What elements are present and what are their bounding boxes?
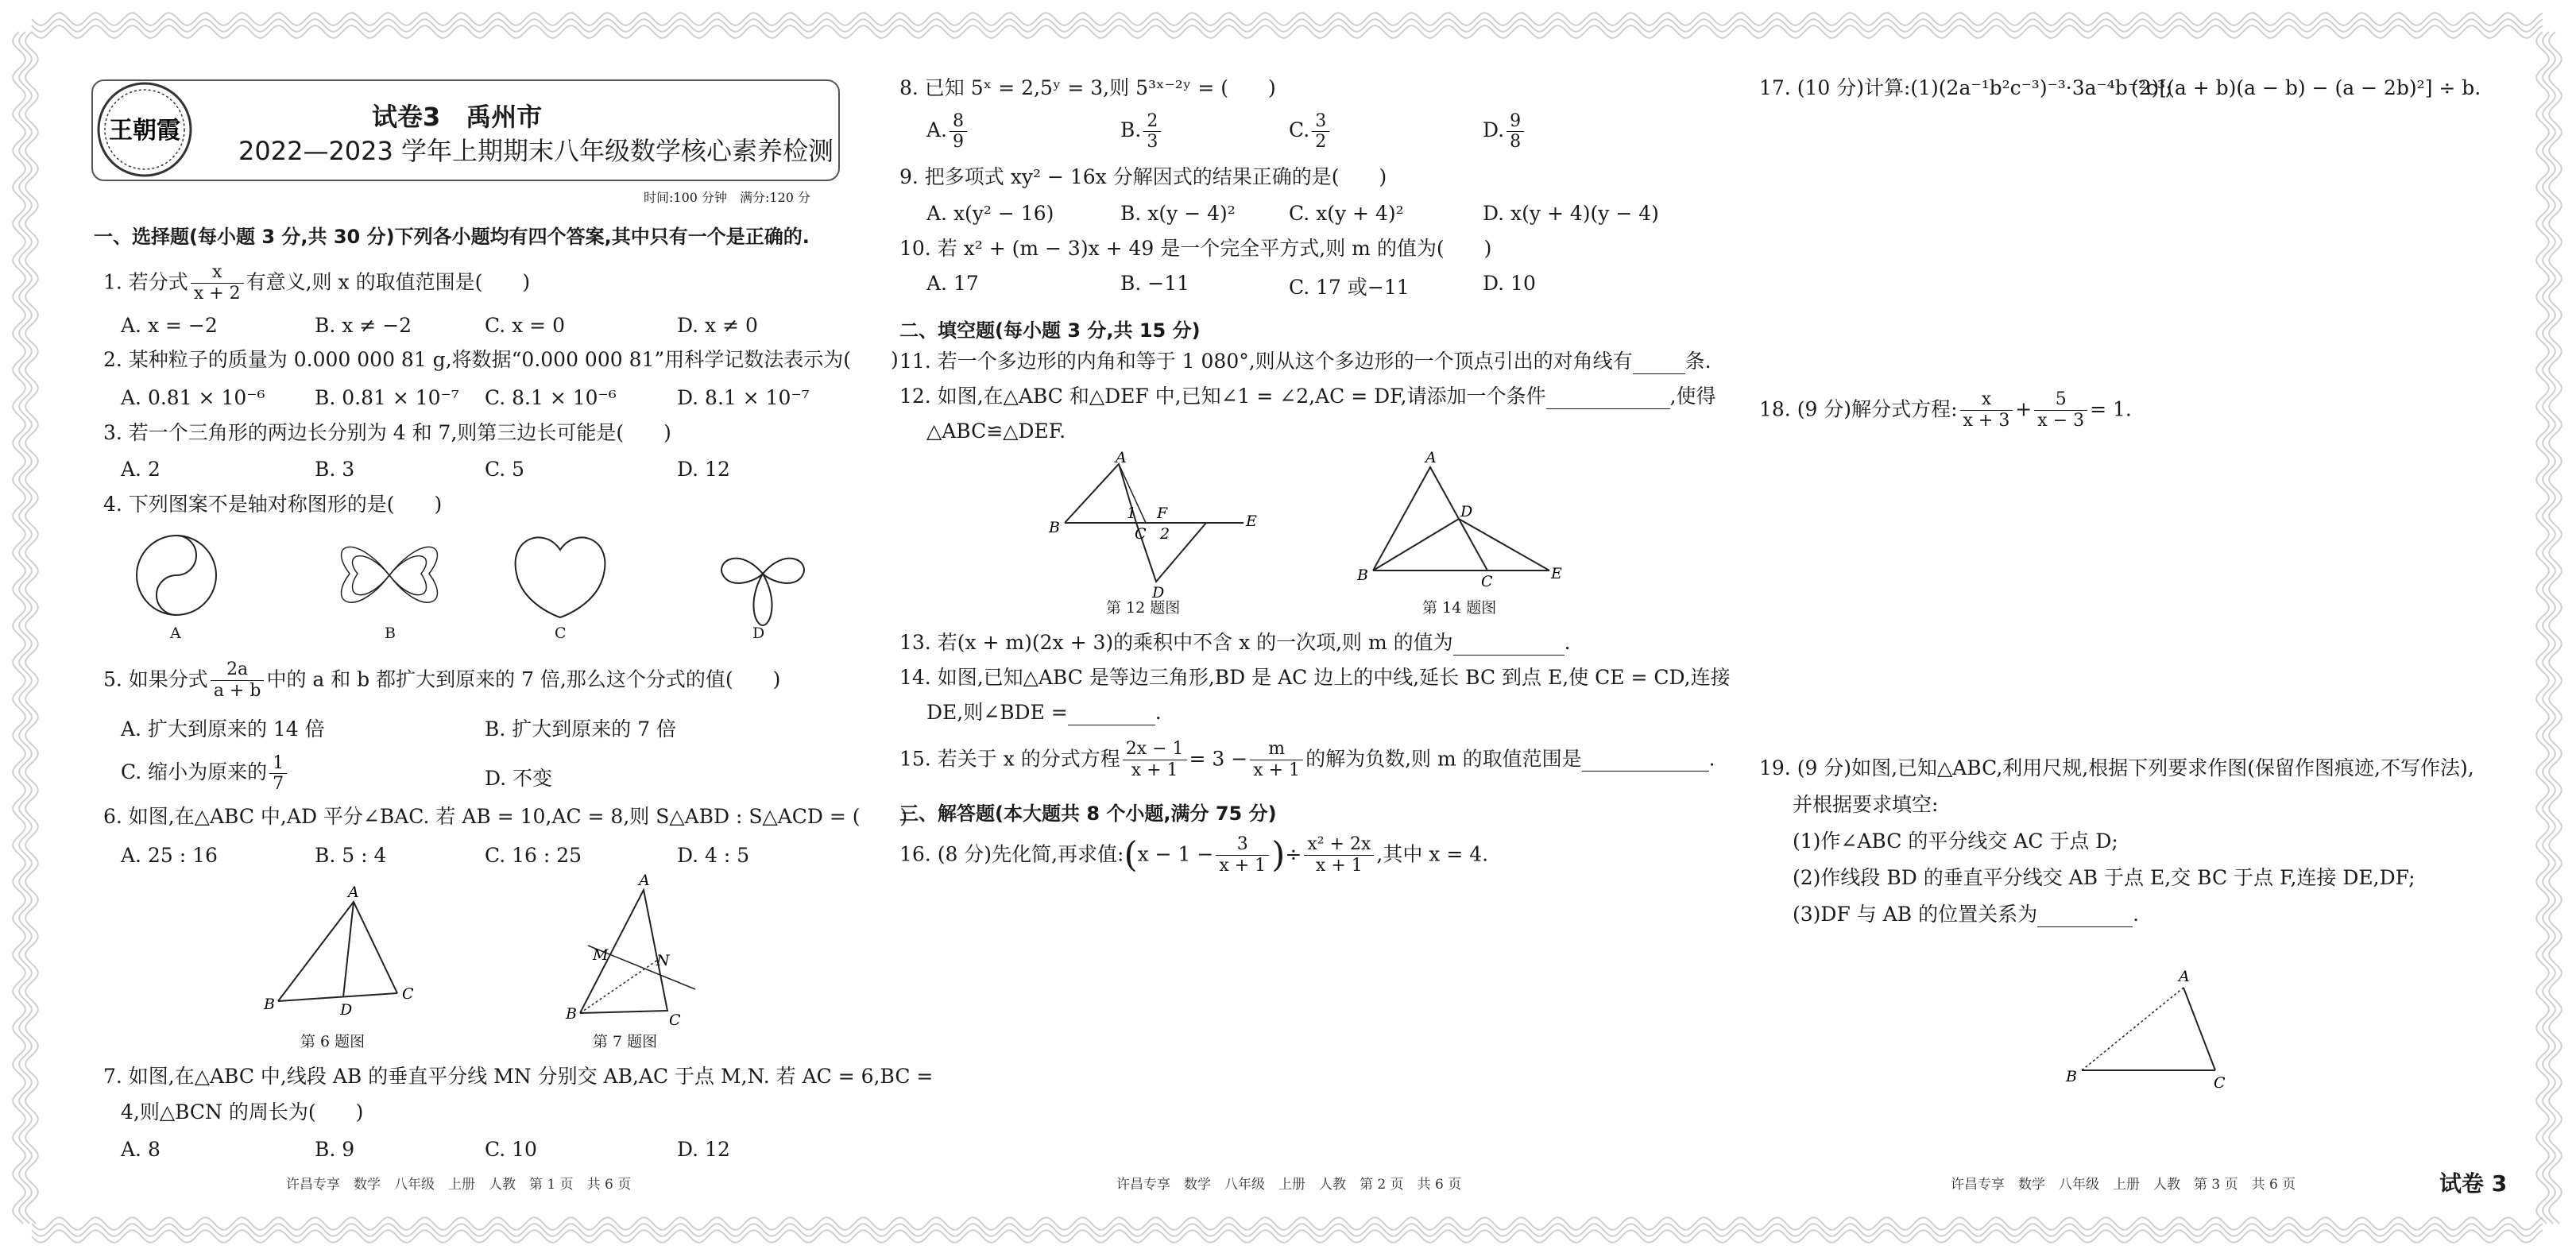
fig12-label-b: B	[1049, 519, 1060, 536]
question-14-line-1: 14. 如图,已知△ABC 是等边三角形,BD 是 AC 边上的中线,延长 BC 到点 E,使 CE = CD,连接	[899, 666, 1731, 689]
question-8: 8. 已知 5ˣ = 2,5ʸ = 3,则 5³ˣ⁻²ʸ = ( )	[899, 76, 1276, 99]
q4-label-b[interactable]: B	[385, 625, 396, 642]
fig12-label-c: C	[1135, 525, 1147, 543]
q1-option-d[interactable]: D. x ≠ 0	[677, 314, 758, 337]
q3-option-b[interactable]: B. 3	[315, 458, 355, 481]
fig19-label-a: A	[2179, 968, 2190, 985]
q9-option-d[interactable]: D. x(y + 4)(y − 4)	[1483, 202, 1659, 225]
q15-suffix: 的解为负数,则 m 的取值范围是	[1305, 747, 1582, 771]
q5-option-b[interactable]: B. 扩大到原来的 7 倍	[485, 717, 677, 741]
q5-prefix: 5. 如果分式	[103, 667, 208, 691]
q18-fraction-1	[1960, 389, 2013, 432]
q5-suffix: 中的 a 和 b 都扩大到原来的 7 倍,那么这个分式的值( )	[266, 667, 781, 691]
question-19-step-1: (1)作∠ABC 的平分线交 AC 于点 D;	[1793, 830, 2118, 853]
question-7-line-2: 4,则△BCN 的周长为( )	[121, 1100, 364, 1124]
fig12-label-2: 2	[1160, 525, 1170, 543]
fig14-label-e: E	[1551, 565, 1562, 582]
section3-heading: 三、解答题(本大题共 8 个小题,满分 75 分)	[899, 803, 1277, 825]
fig19-label-b: B	[2066, 1068, 2077, 1085]
q9-option-b[interactable]: B. x(y − 4)²	[1120, 202, 1236, 225]
q2-option-d[interactable]: D. 8.1 × 10⁻⁷	[677, 386, 810, 409]
page-1-footer: 许昌专享 数学 八年级 上册 人教 第 1 页 共 6 页	[286, 1177, 632, 1193]
question-10: 10. 若 x² + (m − 3)x + 49 是一个完全平方式,则 m 的值为( )	[899, 237, 1492, 260]
fig7-label-n: N	[656, 952, 670, 969]
question-16: 16. (8 分)先化简,再求值:(x − 1 − $\frac{3}{x + 1}$ )÷ $\frac{\text{x² + 2x}}{x + 1}$ ,其中 x = 4.	[899, 834, 1489, 876]
q2-option-b[interactable]: B. 0.81 × 10⁻⁷	[315, 386, 459, 409]
q19-suffix: .	[2133, 903, 2140, 926]
q6-option-a[interactable]: A. 25 : 16	[121, 844, 218, 867]
q5-option-a[interactable]: A. 扩大到原来的 14 倍	[121, 717, 325, 741]
section1-heading: 一、选择题(每小题 3 分,共 30 分)下列各小题均有四个答案,其中只有一个是正确的.	[94, 226, 810, 248]
exam-subtitle: 2022—2023 学年上期期末八年级数学核心素养检测	[238, 136, 834, 166]
q8-b-num: 2	[1143, 111, 1161, 132]
q5-c-den: 7	[273, 774, 284, 794]
q18-fraction-2	[2034, 389, 2087, 432]
exam-title: 试卷3 禹州市	[372, 102, 543, 132]
q5-option-d[interactable]: D. 不变	[485, 767, 553, 790]
q18-den2: x − 3	[2037, 411, 2085, 431]
q12-text: 12. 如图,在△ABC 和△DEF 中,已知∠1 = ∠2,AC = DF,请添加一个条件	[899, 385, 1546, 408]
q6-option-c[interactable]: C. 16 : 25	[485, 844, 582, 867]
q13-text: 13. 若(x + m)(2x + 3)的乘积中不含 x 的一次项,则 m 的值为	[899, 631, 1453, 654]
q19-step-3-text: (3)DF 与 AB 的位置关系为	[1793, 903, 2038, 926]
q1-suffix: 有意义,则 x 的取值范围是( )	[246, 270, 531, 294]
time-score-info: 时间:100 分钟 满分:120 分	[644, 190, 811, 205]
fig12-label-d: D	[1152, 584, 1165, 601]
q4-label-d[interactable]: D	[752, 625, 765, 642]
fig6-label-c: C	[402, 985, 414, 1003]
q5-den: a + b	[213, 681, 261, 702]
q2-option-a[interactable]: A. 0.81 × 10⁻⁶	[121, 386, 265, 409]
q10-option-b[interactable]: B. −11	[1120, 272, 1190, 295]
q1-num: x	[191, 262, 244, 284]
q12-suffix: ,使得	[1669, 385, 1716, 408]
q1-option-a[interactable]: A. x = −2	[121, 314, 218, 337]
fig12-label-a: A	[1116, 449, 1127, 466]
figure-q19	[2058, 965, 2233, 1096]
fig14-label-d: D	[1460, 503, 1473, 520]
q2-option-c[interactable]: C. 8.1 × 10⁻⁶	[485, 386, 617, 409]
q3-option-c[interactable]: C. 5	[485, 458, 525, 481]
q10-option-c[interactable]: C. 17 或−11	[1289, 276, 1410, 299]
q15-end: .	[1708, 747, 1715, 771]
q19-answer-blank[interactable]	[2037, 903, 2133, 927]
question-19-line-2: 并根据要求填空:	[1793, 793, 1939, 816]
q18-suffix: = 1.	[2090, 397, 2132, 421]
fig6-caption: 第 6 题图	[300, 1033, 366, 1050]
q11-text: 11. 若一个多边形的内角和等于 1 080°,则从这个多边形的一个顶点引出的对角线有	[899, 350, 1633, 373]
q7-option-a[interactable]: A. 8	[121, 1138, 161, 1161]
question-19-line-1: 19. (9 分)如图,已知△ABC,利用尺规,根据下列要求作图(保留作图痕迹,不写作法),	[1759, 756, 2474, 779]
q10-option-a[interactable]: A. 17	[926, 272, 979, 295]
q18-den1: x + 3	[1963, 411, 2010, 431]
question-4: 4. 下列图案不是轴对称图形的是( )	[103, 493, 443, 516]
q6-option-d[interactable]: D. 4 : 5	[677, 844, 750, 867]
question-2: 2. 某种粒子的质量为 0.000 000 81 g,将数据“0.000 000 81”用科学记数法表示为( )	[103, 348, 899, 371]
q15-middle: = 3 −	[1189, 747, 1248, 771]
q8-d-num: 9	[1507, 111, 1524, 132]
q16-num2: x² + 2x	[1304, 834, 1374, 856]
q8-a-label: A.	[926, 118, 948, 141]
question-12-line-2: △ABC≌△DEF.	[926, 420, 1066, 443]
q16-num1: 3	[1216, 834, 1269, 856]
fig14-caption: 第 14 题图	[1422, 599, 1497, 617]
fig12-label-1: 1	[1127, 505, 1137, 522]
q8-c-den: 2	[1315, 132, 1327, 152]
q4-label-a[interactable]: A	[170, 625, 181, 642]
q10-option-d[interactable]: D. 10	[1483, 272, 1536, 295]
page-2-footer: 许昌专享 数学 八年级 上册 人教 第 2 页 共 6 页	[1116, 1177, 1462, 1193]
fig7-label-m: M	[593, 946, 609, 964]
fig19-side-ac	[2183, 988, 2215, 1070]
question-19-step-3	[1793, 903, 2139, 927]
q15-den2: x + 1	[1253, 760, 1301, 781]
q3-option-a[interactable]: A. 2	[121, 458, 161, 481]
q18-plus: +	[2015, 397, 2033, 421]
fig19-side-ab	[2082, 988, 2183, 1070]
q8-a-num: 8	[950, 111, 967, 132]
q18-prefix: 18. (9 分)解分式方程:	[1759, 397, 1958, 421]
q3-option-d[interactable]: D. 12	[677, 458, 730, 481]
question-17-part-1: 17. (10 分)计算:(1)(2a⁻¹b²c⁻³)⁻³·3a⁻⁴b⁻²c³;	[1759, 76, 2172, 99]
q1-prefix: 1. 若分式	[103, 270, 188, 294]
fig19-label-c: C	[2214, 1074, 2226, 1092]
q7-option-c[interactable]: C. 10	[485, 1138, 537, 1161]
q16-prefix: 16. (8 分)先化简,再求值:	[899, 842, 1124, 866]
q8-a-den: 9	[953, 132, 965, 152]
q16-divide: ÷	[1285, 842, 1302, 866]
fig14-label-b: B	[1357, 567, 1368, 584]
q16-term: x − 1 −	[1137, 842, 1214, 866]
q16-den1: x + 1	[1219, 856, 1267, 876]
q8-b-label: B.	[1120, 118, 1142, 141]
q9-option-a[interactable]: A. x(y² − 16)	[926, 202, 1054, 225]
fig12-caption: 第 12 题图	[1106, 599, 1181, 617]
logo-text: 王朝霞	[109, 117, 180, 145]
q14-suffix: .	[1155, 701, 1162, 724]
fig14-label-a: A	[1425, 449, 1437, 466]
q9-option-c[interactable]: C. x(y + 4)²	[1289, 202, 1404, 225]
fig7-label-c: C	[669, 1011, 681, 1029]
q6-option-b[interactable]: B. 5 : 4	[315, 844, 387, 867]
q8-b-den: 3	[1147, 132, 1158, 152]
q8-c-num: 3	[1312, 111, 1329, 132]
question-9: 9. 把多项式 xy² − 16x 分解因式的结果正确的是( )	[899, 165, 1387, 188]
exam-badge: 试卷 3	[2439, 1170, 2508, 1197]
q15-prefix: 15. 若关于 x 的分式方程	[899, 747, 1120, 771]
q8-d-label: D.	[1483, 118, 1505, 141]
question-19-step-2: (2)作线段 BD 的垂直平分线交 AB 于点 E,交 BC 于点 F,连接 DE,DF;	[1793, 866, 2415, 889]
q16-den2: x + 1	[1315, 856, 1363, 876]
question-18	[1759, 389, 2132, 432]
q8-c-label: C.	[1289, 118, 1310, 141]
fig6-label-a: A	[348, 884, 359, 901]
fig12-label-f: F	[1157, 505, 1168, 522]
q4-label-c[interactable]: C	[555, 625, 567, 642]
fig7-caption: 第 7 题图	[593, 1033, 658, 1050]
fig6-label-d: D	[340, 1001, 353, 1019]
question-17-part-2: (2)[(a + b)(a − b) − (a − 2b)²] ÷ b.	[2131, 76, 2481, 99]
q7-option-b[interactable]: B. 9	[315, 1138, 355, 1161]
q5-option-c-label: C. 缩小为原来的	[121, 760, 268, 783]
fig14-label-c: C	[1481, 573, 1493, 590]
q18-num2: 5	[2034, 389, 2087, 411]
q16-suffix: ,其中 x = 4.	[1376, 842, 1489, 866]
fig7-label-a: A	[639, 872, 650, 889]
q11-suffix: 条.	[1684, 350, 1712, 373]
question-6: 6. 如图,在△ABC 中,AD 平分∠BAC. 若 AB = 10,AC = 8,则 S△ABD : S△ACD = ( )	[103, 805, 908, 828]
fig12-label-e: E	[1246, 512, 1257, 530]
fig6-label-b: B	[264, 996, 275, 1013]
q15-den1: x + 1	[1131, 760, 1178, 781]
page-3-footer: 许昌专享 数学 八年级 上册 人教 第 3 页 共 6 页	[1951, 1177, 2296, 1193]
q1-option-c[interactable]: C. x = 0	[485, 314, 565, 337]
fig7-label-b: B	[566, 1005, 577, 1023]
q18-num1: x	[1960, 389, 2013, 411]
section2-heading: 二、填空题(每小题 3 分,共 15 分)	[899, 319, 1201, 342]
q5-num: 2a	[211, 659, 265, 681]
question-7-line-1: 7. 如图,在△ABC 中,线段 AB 的垂直平分线 MN 分别交 AB,AC 于点 M,N. 若 AC = 6,BC =	[103, 1065, 934, 1088]
q5-c-num: 1	[269, 753, 287, 774]
q1-den: x + 2	[193, 284, 241, 304]
q8-d-den: 8	[1510, 132, 1522, 152]
q7-option-d[interactable]: D. 12	[677, 1138, 730, 1161]
q1-option-b[interactable]: B. x ≠ −2	[315, 314, 412, 337]
q15-num2: m	[1250, 739, 1303, 760]
question-3: 3. 若一个三角形的两边长分别为 4 和 7,则第三边长可能是( )	[103, 421, 671, 444]
q13-suffix: .	[1564, 631, 1571, 654]
q15-num1: 2x − 1	[1123, 739, 1187, 760]
q14-text: DE,则∠BDE =	[926, 701, 1068, 724]
